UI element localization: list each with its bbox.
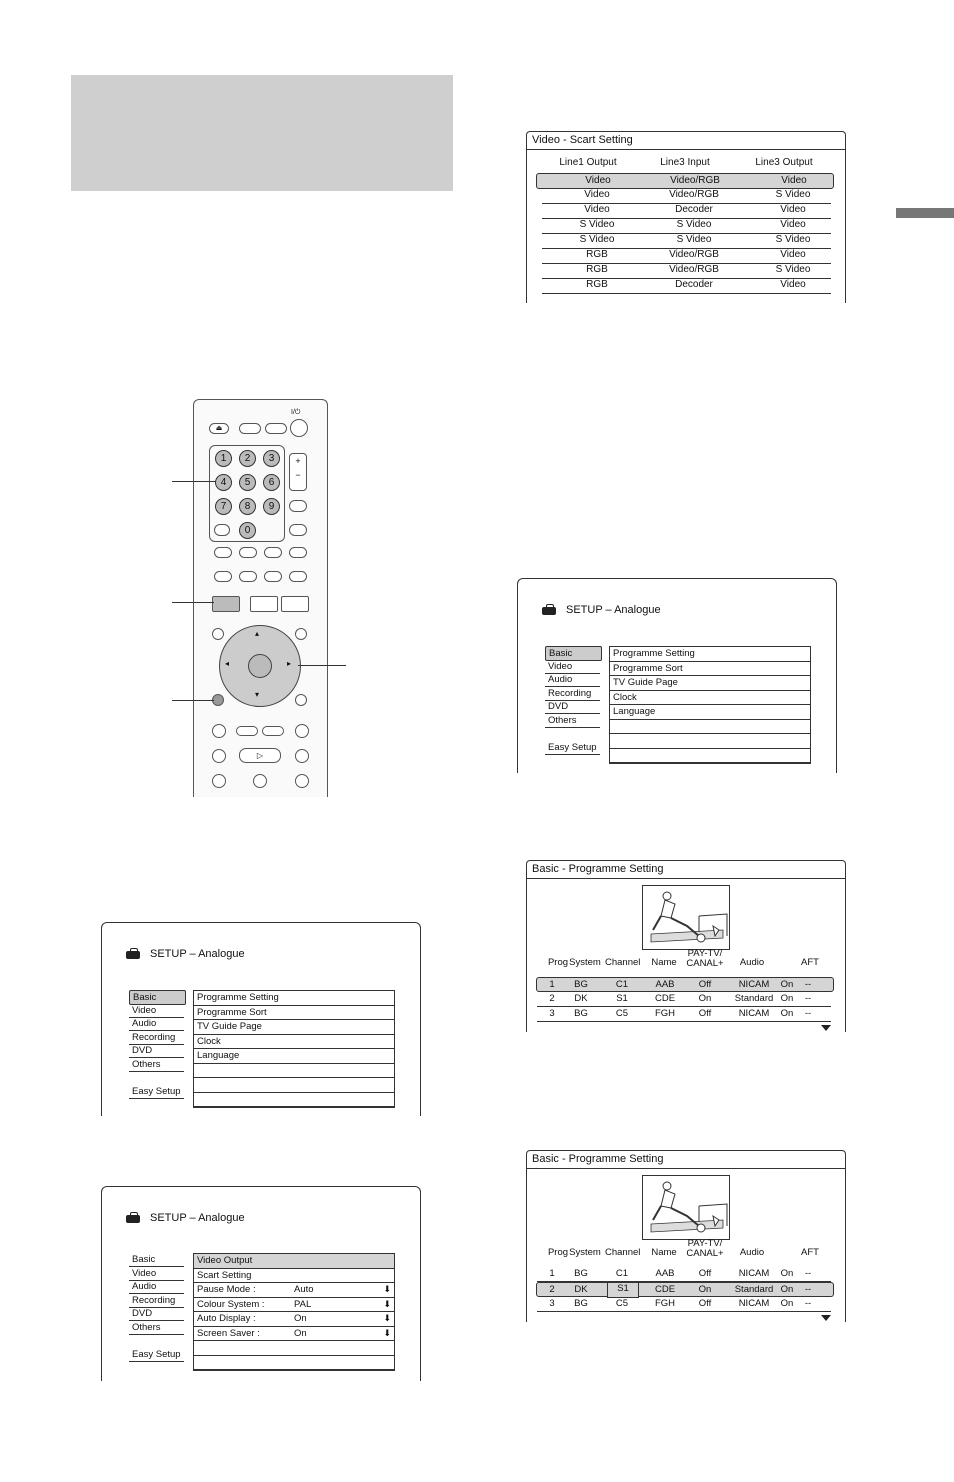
col-header: Prog: [547, 1247, 569, 1258]
table-row[interactable]: [542, 233, 831, 249]
toolbox-icon: [126, 1215, 140, 1223]
table-cell: NICAM: [738, 1298, 770, 1309]
table-cell: BG: [574, 1268, 588, 1279]
col-header: Audio: [739, 1247, 765, 1258]
digit-button[interactable]: 3: [263, 450, 280, 467]
basic-menu-item[interactable]: Clock: [194, 1035, 394, 1050]
remote-button[interactable]: [295, 694, 307, 706]
play-button[interactable]: ▷: [239, 748, 281, 763]
remote-button[interactable]: [239, 423, 261, 434]
table-cell: 2: [549, 993, 555, 1004]
remote-button[interactable]: [281, 596, 309, 612]
table-cell: C5: [615, 1008, 629, 1019]
basic-item-list: [193, 990, 395, 1108]
table-row[interactable]: [542, 263, 831, 279]
callout-line: [172, 602, 214, 603]
basic-menu-item[interactable]: Programme Setting: [194, 991, 394, 1006]
table-cell: On: [780, 1298, 794, 1309]
table-row[interactable]: [542, 278, 831, 294]
table-cell: S Video: [676, 234, 712, 245]
arrow-left-icon: ◂: [225, 659, 230, 668]
col-header: Name: [651, 1247, 677, 1258]
football-thumbnail: [642, 885, 730, 950]
table-row[interactable]: [537, 1297, 831, 1312]
table-row[interactable]: [536, 977, 834, 992]
basic-menu-item[interactable]: Language: [610, 705, 810, 720]
table-cell: Off: [698, 979, 712, 990]
setup-title: SETUP – Analogue: [150, 1212, 245, 1224]
table-cell: On: [780, 1268, 794, 1279]
item-value: Auto: [294, 1284, 314, 1295]
video-menu-item[interactable]: [194, 1327, 394, 1342]
setup-screen-left-video: [101, 1186, 421, 1381]
table-cell: --: [804, 1008, 812, 1019]
table-cell: Video/RGB: [669, 264, 719, 275]
basic-menu-item: [610, 720, 810, 735]
digit-button[interactable]: 6: [263, 474, 280, 491]
table-row[interactable]: [536, 173, 834, 189]
remote-button[interactable]: [239, 547, 257, 558]
basic-menu-item: [194, 1064, 394, 1079]
screen-title: Basic - Programme Setting: [527, 861, 845, 879]
pause-button[interactable]: [253, 774, 267, 788]
table-cell: NICAM: [738, 1268, 770, 1279]
item-label: Scart Setting: [197, 1269, 252, 1281]
scroll-down-icon[interactable]: [821, 1315, 831, 1321]
table-row[interactable]: [536, 1282, 834, 1297]
col-header: PAY-TV/ CANAL+: [686, 1238, 724, 1259]
digit-button[interactable]: 8: [239, 498, 256, 515]
setup-screen-right: [517, 578, 837, 773]
table-cell: C5: [615, 1298, 629, 1309]
table-cell: AAB: [655, 1268, 675, 1279]
setup-menu-item[interactable]: Basic: [545, 646, 602, 661]
table-cell: --: [804, 1268, 812, 1279]
power-button[interactable]: [290, 419, 308, 437]
table-cell: Video: [584, 189, 610, 200]
table-cell: C1: [615, 1268, 629, 1279]
item-value: On: [294, 1313, 307, 1324]
remote-button[interactable]: [264, 571, 282, 582]
item-label: Video Output: [197, 1255, 253, 1266]
scart-setting-screen: [526, 131, 846, 303]
screen-title: Basic - Programme Setting: [527, 1151, 845, 1169]
toolbox-icon: [126, 951, 140, 959]
digit-button[interactable]: 1: [215, 450, 232, 467]
table-cell: --: [804, 1284, 812, 1295]
forward-button[interactable]: [262, 726, 284, 736]
video-menu-item[interactable]: [194, 1269, 394, 1284]
setup-menu-item[interactable]: Recording: [129, 1294, 184, 1308]
digit-button[interactable]: 7: [215, 498, 232, 515]
table-row[interactable]: [542, 218, 831, 234]
setup-menu-item[interactable]: Recording: [129, 1031, 184, 1045]
col-header: Prog: [547, 957, 569, 968]
table-cell: S1: [607, 1282, 639, 1298]
table-cell: S Video: [775, 264, 811, 275]
table-cell: On: [780, 1008, 794, 1019]
record-button[interactable]: [212, 774, 226, 788]
table-cell: S Video: [579, 234, 615, 245]
setup-menu-item[interactable]: Audio: [129, 1017, 184, 1031]
table-cell: RGB: [586, 249, 608, 260]
remote-button[interactable]: [289, 547, 307, 558]
arrow-down-icon: ⬇: [383, 1313, 391, 1323]
digit-button[interactable]: 9: [263, 498, 280, 515]
basic-menu-item: [194, 1093, 394, 1108]
stop-button[interactable]: [295, 774, 309, 788]
table-cell: S Video: [775, 189, 811, 200]
table-cell: C1: [615, 979, 629, 990]
table-cell: NICAM: [738, 979, 770, 990]
next-button[interactable]: [295, 724, 309, 738]
remote-button[interactable]: [214, 547, 232, 558]
table-row[interactable]: [542, 188, 831, 204]
basic-item-list: [609, 646, 811, 764]
remote-button[interactable]: [214, 571, 232, 582]
basic-menu-item: [610, 749, 810, 764]
arrow-up-icon: ▴: [255, 629, 260, 638]
col-header: Line1 Output: [559, 157, 617, 168]
remote-button[interactable]: [289, 500, 307, 512]
table-cell: Video: [585, 175, 611, 186]
remote-button[interactable]: [250, 596, 278, 612]
table-cell: BG: [574, 979, 588, 990]
setup-menu-item[interactable]: Audio: [129, 1280, 184, 1294]
table-cell: Video: [781, 175, 807, 186]
setup-menu-item[interactable]: Easy Setup: [129, 1085, 184, 1099]
table-row[interactable]: [537, 1007, 831, 1022]
video-menu-item: [194, 1356, 394, 1371]
col-header: AFT: [801, 957, 819, 968]
remote-button[interactable]: [214, 524, 230, 536]
table-cell: CDE: [654, 1284, 676, 1295]
heading-box: [71, 75, 453, 191]
setup-menu-item[interactable]: Video: [129, 1267, 184, 1281]
table-cell: Decoder: [675, 204, 713, 215]
col-header: PAY-TV/ CANAL+: [686, 948, 724, 969]
table-cell: Off: [698, 1298, 712, 1309]
digit-button[interactable]: 0: [239, 522, 256, 539]
table-cell: --: [804, 1298, 812, 1309]
table-cell: S1: [616, 993, 628, 1004]
table-cell: Video: [584, 204, 610, 215]
arrow-down-icon: ⬇: [383, 1298, 391, 1309]
arrow-down-icon: ⬇: [383, 1284, 391, 1294]
table-cell: On: [698, 993, 712, 1004]
col-header: Audio: [739, 957, 765, 968]
arrow-down-icon: ⬇: [383, 1327, 391, 1338]
table-cell: S Video: [676, 219, 712, 230]
callout-line: [172, 700, 214, 701]
table-cell: 1: [549, 979, 555, 990]
item-label: Screen Saver :: [197, 1327, 260, 1339]
table-row[interactable]: [542, 248, 831, 264]
setup-screen-left-basic: [101, 922, 421, 1116]
table-row[interactable]: [537, 992, 831, 1007]
setup-menu-item[interactable]: Others: [129, 1321, 184, 1335]
table-cell: On: [780, 1284, 794, 1295]
basic-menu-item: [194, 1078, 394, 1093]
basic-menu-item[interactable]: Clock: [610, 691, 810, 706]
basic-menu-item[interactable]: Language: [194, 1049, 394, 1064]
remote-button[interactable]: [239, 571, 257, 582]
table-cell: Video/RGB: [670, 175, 720, 186]
setup-title: SETUP – Analogue: [150, 948, 245, 960]
table-cell: DK: [574, 993, 588, 1004]
table-cell: BG: [574, 1008, 588, 1019]
remote-button[interactable]: [264, 547, 282, 558]
setup-menu-item[interactable]: Easy Setup: [129, 1348, 184, 1362]
table-cell: Video/RGB: [669, 189, 719, 200]
setup-menu-item[interactable]: DVD: [545, 700, 600, 714]
item-value: On: [294, 1327, 307, 1339]
setup-menu-item[interactable]: Basic: [129, 1253, 184, 1267]
table-cell: 2: [549, 1284, 555, 1295]
football-player-icon: [643, 886, 729, 949]
section-tab: [896, 208, 954, 218]
setup-menu-item[interactable]: Basic: [129, 990, 186, 1005]
col-header: System: [569, 957, 601, 968]
table-cell: Standard: [734, 993, 774, 1004]
table-cell: --: [804, 993, 812, 1004]
setup-menu-item[interactable]: Others: [129, 1058, 184, 1072]
table-cell: DK: [574, 1284, 588, 1295]
table-cell: Off: [698, 1268, 712, 1279]
setup-title: SETUP – Analogue: [566, 604, 661, 616]
table-cell: 3: [549, 1008, 555, 1019]
video-menu-item[interactable]: [194, 1254, 394, 1269]
remote-button[interactable]: [289, 571, 307, 582]
remote-button[interactable]: [295, 628, 307, 640]
setup-menu-item[interactable]: Video: [545, 660, 600, 674]
table-cell: RGB: [586, 279, 608, 290]
setup-menu-item[interactable]: Others: [545, 714, 600, 728]
video-item-list: [193, 1253, 395, 1371]
table-cell: Video: [780, 279, 806, 290]
football-player-icon: [643, 1176, 729, 1239]
slow-back-button[interactable]: [212, 749, 226, 763]
item-label: Pause Mode :: [197, 1284, 256, 1295]
basic-menu-item[interactable]: Programme Sort: [194, 1006, 394, 1021]
video-menu-item[interactable]: [194, 1298, 394, 1313]
callout-line: [172, 481, 216, 482]
digit-button[interactable]: 5: [239, 474, 256, 491]
table-row[interactable]: [542, 203, 831, 219]
basic-menu-item[interactable]: Programme Setting: [610, 647, 810, 662]
table-cell: 3: [549, 1298, 555, 1309]
table-cell: 1: [549, 1268, 555, 1279]
programme-setting-screen-2: [526, 1150, 846, 1322]
col-header: Line3 Output: [755, 157, 813, 168]
rewind-button[interactable]: [236, 726, 258, 736]
table-cell: Video: [780, 249, 806, 260]
basic-menu-item[interactable]: TV Guide Page: [194, 1020, 394, 1035]
arrow-down-icon: ▾: [255, 690, 260, 699]
table-cell: On: [780, 993, 794, 1004]
item-label: Auto Display :: [197, 1313, 256, 1324]
table-cell: RGB: [586, 264, 608, 275]
remote-control: [193, 399, 328, 797]
setup-menu-item[interactable]: Video: [129, 1004, 184, 1018]
remote-button[interactable]: [212, 628, 224, 640]
table-cell: Off: [698, 1008, 712, 1019]
table-cell: CDE: [654, 993, 676, 1004]
basic-menu-item: [610, 734, 810, 749]
remote-button[interactable]: [265, 423, 287, 434]
table-cell: FGH: [654, 1008, 676, 1019]
table-cell: --: [804, 979, 812, 990]
setup-menu-item[interactable]: Audio: [545, 673, 600, 687]
setup-menu-item[interactable]: Recording: [545, 687, 600, 701]
col-header: System: [569, 1247, 601, 1258]
setup-menu-item[interactable]: DVD: [129, 1044, 184, 1058]
system-menu-button[interactable]: [212, 596, 240, 612]
table-cell: S Video: [775, 234, 811, 245]
col-header: AFT: [801, 1247, 819, 1258]
football-thumbnail: [642, 1175, 730, 1240]
programme-setting-screen-1: [526, 860, 846, 1032]
table-cell: Video: [780, 204, 806, 215]
col-header: Channel: [605, 1247, 641, 1258]
video-menu-item[interactable]: [194, 1312, 394, 1327]
table-cell: NICAM: [738, 1008, 770, 1019]
video-menu-item[interactable]: [194, 1283, 394, 1298]
screen-title: Video - Scart Setting: [527, 132, 845, 150]
volume-rocker[interactable]: + −: [289, 453, 307, 491]
toolbox-icon: [542, 607, 556, 615]
callout-line: [298, 665, 346, 666]
power-label: I/⏻: [291, 409, 301, 416]
table-cell: On: [780, 979, 794, 990]
item-value: PAL: [294, 1298, 312, 1310]
video-menu-item: [194, 1341, 394, 1356]
table-cell: BG: [574, 1298, 588, 1309]
table-cell: Decoder: [675, 279, 713, 290]
table-cell: Standard: [734, 1284, 774, 1295]
item-label: Colour System :: [197, 1298, 265, 1310]
enter-button[interactable]: [248, 654, 272, 678]
table-cell: AAB: [655, 979, 675, 990]
setup-menu-item[interactable]: Easy Setup: [545, 741, 600, 755]
basic-menu-item[interactable]: Programme Sort: [610, 662, 810, 677]
table-cell: FGH: [654, 1298, 676, 1309]
table-cell: Video: [780, 219, 806, 230]
remote-button[interactable]: [289, 524, 307, 536]
table-cell: Video/RGB: [669, 249, 719, 260]
digit-button[interactable]: 2: [239, 450, 256, 467]
basic-menu-item[interactable]: TV Guide Page: [610, 676, 810, 691]
prev-button[interactable]: [212, 724, 226, 738]
col-header: Line3 Input: [660, 157, 710, 168]
col-header: Name: [651, 957, 677, 968]
eject-button[interactable]: ⏏: [209, 423, 229, 434]
arrow-right-icon: ▸: [287, 659, 292, 668]
table-cell: On: [698, 1284, 712, 1295]
scroll-down-icon[interactable]: [821, 1025, 831, 1031]
slow-forward-button[interactable]: [295, 749, 309, 763]
table-cell: S Video: [579, 219, 615, 230]
table-row[interactable]: [537, 1267, 831, 1282]
col-header: Channel: [605, 957, 641, 968]
setup-menu-item[interactable]: DVD: [129, 1307, 184, 1321]
digit-button[interactable]: 4: [215, 474, 232, 491]
